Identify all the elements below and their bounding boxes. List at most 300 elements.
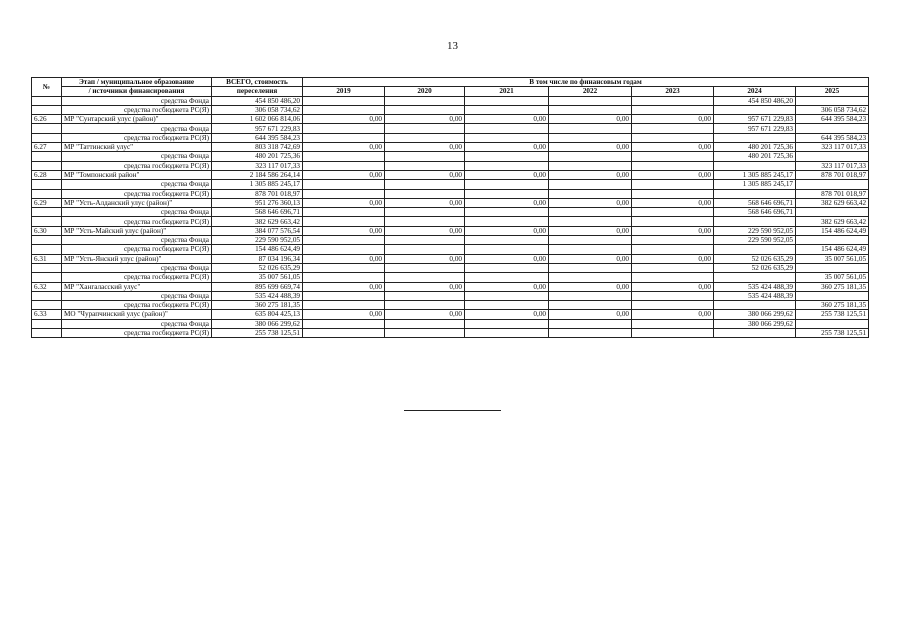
year-value-cell xyxy=(303,208,385,217)
municipality-name-cell: МР "Усть-Янский улус (район)" xyxy=(62,254,212,263)
year-value-cell xyxy=(303,124,385,133)
year-value-cell: 878 701 018,97 xyxy=(796,170,869,179)
year-value-cell: 0,00 xyxy=(549,170,632,179)
total-cost-cell: 2 184 586 264,14 xyxy=(212,170,303,179)
year-value-cell xyxy=(465,245,549,254)
total-cost-cell: 454 850 486,20 xyxy=(212,96,303,105)
year-value-cell: 360 275 181,35 xyxy=(796,282,869,291)
row-number-cell: 6.33 xyxy=(32,310,62,319)
year-value-cell: 0,00 xyxy=(303,310,385,319)
year-value-cell: 878 701 018,97 xyxy=(796,189,869,198)
funding-source-cell: средства госбюджета РС(Я) xyxy=(62,105,212,114)
year-value-cell xyxy=(465,217,549,226)
table-row xyxy=(32,96,869,105)
year-value-cell xyxy=(385,273,465,282)
total-cost-cell: 895 699 669,74 xyxy=(212,282,303,291)
total-cost-cell: 306 058 734,62 xyxy=(212,105,303,114)
row-number-cell: 6.31 xyxy=(32,254,62,263)
row-number-cell xyxy=(32,301,62,310)
total-cost-cell: 154 486 624,49 xyxy=(212,245,303,254)
year-value-cell: 255 738 125,51 xyxy=(796,329,869,338)
table-row xyxy=(32,180,869,189)
funding-source-cell: средства Фонда xyxy=(62,208,212,217)
year-value-cell: 0,00 xyxy=(632,170,714,179)
row-number-cell: 6.28 xyxy=(32,170,62,179)
year-value-cell: 480 201 725,36 xyxy=(714,143,796,152)
row-number-cell xyxy=(32,124,62,133)
year-value-cell xyxy=(303,161,385,170)
row-number-cell xyxy=(32,152,62,161)
year-value-cell xyxy=(465,189,549,198)
row-number-cell: 6.30 xyxy=(32,226,62,235)
header-total-line2: переселения xyxy=(212,87,303,96)
row-number-cell xyxy=(32,245,62,254)
year-value-cell xyxy=(465,152,549,161)
year-value-cell xyxy=(465,105,549,114)
funding-source-cell: средства госбюджета РС(Я) xyxy=(62,329,212,338)
table-body xyxy=(32,96,869,338)
year-value-cell: 0,00 xyxy=(465,115,549,124)
year-value-cell: 0,00 xyxy=(465,198,549,207)
year-value-cell: 52 026 635,29 xyxy=(714,254,796,263)
table-row xyxy=(32,291,869,300)
table-row xyxy=(32,124,869,133)
year-value-cell xyxy=(549,161,632,170)
year-value-cell xyxy=(303,301,385,310)
year-value-cell: 0,00 xyxy=(549,254,632,263)
year-value-cell xyxy=(385,319,465,328)
row-number-cell xyxy=(32,273,62,282)
table-row xyxy=(32,143,869,152)
year-value-cell: 0,00 xyxy=(549,143,632,152)
row-number-cell xyxy=(32,236,62,245)
total-cost-cell: 382 629 663,42 xyxy=(212,217,303,226)
year-value-cell: 1 305 885 245,17 xyxy=(714,180,796,189)
table-row xyxy=(32,161,869,170)
header-year: 2019 xyxy=(303,87,385,96)
year-value-cell xyxy=(714,217,796,226)
year-value-cell xyxy=(714,105,796,114)
year-value-cell xyxy=(632,189,714,198)
year-value-cell: 0,00 xyxy=(303,226,385,235)
year-value-cell xyxy=(549,291,632,300)
header-stage-line1: Этап / муниципальное образование xyxy=(62,78,212,87)
year-value-cell: 52 026 635,29 xyxy=(714,263,796,272)
year-value-cell xyxy=(549,301,632,310)
table-row xyxy=(32,217,869,226)
table-row xyxy=(32,245,869,254)
table-row xyxy=(32,152,869,161)
year-value-cell xyxy=(303,152,385,161)
year-value-cell xyxy=(632,263,714,272)
year-value-cell: 35 007 561,05 xyxy=(796,254,869,263)
table-row xyxy=(32,282,869,291)
year-value-cell xyxy=(303,236,385,245)
year-value-cell: 323 117 017,33 xyxy=(796,161,869,170)
row-number-cell xyxy=(32,291,62,300)
year-value-cell: 0,00 xyxy=(385,310,465,319)
year-value-cell xyxy=(549,189,632,198)
year-value-cell xyxy=(303,291,385,300)
year-value-cell xyxy=(632,329,714,338)
row-number-cell xyxy=(32,161,62,170)
year-value-cell xyxy=(385,329,465,338)
municipality-name-cell: МР "Таттинский улус" xyxy=(62,143,212,152)
year-value-cell xyxy=(632,273,714,282)
year-value-cell xyxy=(465,291,549,300)
year-value-cell xyxy=(632,105,714,114)
year-value-cell: 0,00 xyxy=(465,254,549,263)
row-number-cell: 6.26 xyxy=(32,115,62,124)
year-value-cell xyxy=(385,96,465,105)
year-value-cell: 0,00 xyxy=(385,143,465,152)
year-value-cell xyxy=(465,96,549,105)
table-row xyxy=(32,133,869,142)
year-value-cell xyxy=(385,161,465,170)
year-value-cell xyxy=(303,329,385,338)
financing-table xyxy=(31,77,869,338)
year-value-cell: 0,00 xyxy=(303,143,385,152)
year-value-cell xyxy=(714,329,796,338)
row-number-cell xyxy=(32,263,62,272)
year-value-cell: 154 486 624,49 xyxy=(796,245,869,254)
year-value-cell: 454 850 486,20 xyxy=(714,96,796,105)
year-value-cell: 0,00 xyxy=(632,254,714,263)
year-value-cell: 382 629 663,42 xyxy=(796,217,869,226)
municipality-name-cell: МР "Томпонский район" xyxy=(62,170,212,179)
year-value-cell xyxy=(549,217,632,226)
funding-source-cell: средства госбюджета РС(Я) xyxy=(62,245,212,254)
year-value-cell: 1 305 885 245,17 xyxy=(714,170,796,179)
year-value-cell: 0,00 xyxy=(385,254,465,263)
year-value-cell xyxy=(549,329,632,338)
year-value-cell xyxy=(796,124,869,133)
year-value-cell: 360 275 181,35 xyxy=(796,301,869,310)
year-value-cell xyxy=(714,133,796,142)
header-year: 2022 xyxy=(549,87,632,96)
funding-source-cell: средства Фонда xyxy=(62,124,212,133)
total-cost-cell: 480 201 725,36 xyxy=(212,152,303,161)
row-number-cell xyxy=(32,319,62,328)
year-value-cell: 957 671 229,83 xyxy=(714,115,796,124)
year-value-cell: 0,00 xyxy=(303,115,385,124)
total-cost-cell: 380 066 299,62 xyxy=(212,319,303,328)
year-value-cell: 0,00 xyxy=(303,282,385,291)
year-value-cell: 0,00 xyxy=(549,310,632,319)
header-total-line1: ВСЕГО, стоимость xyxy=(212,78,303,87)
year-value-cell: 0,00 xyxy=(465,282,549,291)
header-year: 2020 xyxy=(385,87,465,96)
row-number-cell: 6.32 xyxy=(32,282,62,291)
year-value-cell: 154 486 624,49 xyxy=(796,226,869,235)
row-number-cell xyxy=(32,208,62,217)
year-value-cell: 568 646 696,71 xyxy=(714,208,796,217)
year-value-cell: 0,00 xyxy=(385,170,465,179)
year-value-cell xyxy=(385,189,465,198)
table-row xyxy=(32,310,869,319)
year-value-cell xyxy=(465,236,549,245)
total-cost-cell: 878 701 018,97 xyxy=(212,189,303,198)
total-cost-cell: 87 034 196,34 xyxy=(212,254,303,263)
total-cost-cell: 1 602 066 814,06 xyxy=(212,115,303,124)
year-value-cell xyxy=(385,152,465,161)
year-value-cell: 480 201 725,36 xyxy=(714,152,796,161)
year-value-cell xyxy=(632,245,714,254)
total-cost-cell: 951 276 360,13 xyxy=(212,198,303,207)
year-value-cell xyxy=(385,124,465,133)
year-value-cell: 0,00 xyxy=(385,282,465,291)
municipality-name-cell: МР "Усть-Майский улус (район)" xyxy=(62,226,212,235)
table-row xyxy=(32,115,869,124)
year-value-cell: 229 590 952,05 xyxy=(714,226,796,235)
year-value-cell xyxy=(632,124,714,133)
year-value-cell xyxy=(632,217,714,226)
year-value-cell xyxy=(465,133,549,142)
funding-source-cell: средства госбюджета РС(Я) xyxy=(62,161,212,170)
year-value-cell xyxy=(465,319,549,328)
year-value-cell: 0,00 xyxy=(632,310,714,319)
header-year: 2024 xyxy=(714,87,796,96)
year-value-cell xyxy=(549,273,632,282)
year-value-cell: 0,00 xyxy=(465,310,549,319)
year-value-cell xyxy=(303,96,385,105)
year-value-cell xyxy=(796,96,869,105)
year-value-cell xyxy=(714,161,796,170)
table-row xyxy=(32,254,869,263)
year-value-cell: 0,00 xyxy=(632,143,714,152)
funding-source-cell: средства госбюджета РС(Я) xyxy=(62,189,212,198)
year-value-cell xyxy=(549,263,632,272)
table-row xyxy=(32,198,869,207)
year-value-cell: 957 671 229,83 xyxy=(714,124,796,133)
year-value-cell xyxy=(632,208,714,217)
table-row xyxy=(32,329,869,338)
table-row xyxy=(32,208,869,217)
year-value-cell: 0,00 xyxy=(303,170,385,179)
year-value-cell: 0,00 xyxy=(632,198,714,207)
year-value-cell xyxy=(385,263,465,272)
year-value-cell xyxy=(465,263,549,272)
year-value-cell: 0,00 xyxy=(465,170,549,179)
year-value-cell: 380 066 299,62 xyxy=(714,310,796,319)
year-value-cell xyxy=(465,329,549,338)
table-row xyxy=(32,301,869,310)
total-cost-cell: 52 026 635,29 xyxy=(212,263,303,272)
year-value-cell: 0,00 xyxy=(632,115,714,124)
year-value-cell: 0,00 xyxy=(303,254,385,263)
year-value-cell: 323 117 017,33 xyxy=(796,143,869,152)
year-value-cell xyxy=(632,152,714,161)
table-row xyxy=(32,105,869,114)
year-value-cell xyxy=(549,236,632,245)
year-value-cell xyxy=(549,208,632,217)
year-value-cell xyxy=(303,263,385,272)
year-value-cell: 35 007 561,05 xyxy=(796,273,869,282)
funding-source-cell: средства госбюджета РС(Я) xyxy=(62,133,212,142)
year-value-cell xyxy=(303,180,385,189)
header-num: № xyxy=(32,78,62,97)
year-value-cell xyxy=(632,161,714,170)
year-value-cell xyxy=(465,208,549,217)
header-year: 2021 xyxy=(465,87,549,96)
year-value-cell: 535 424 488,39 xyxy=(714,282,796,291)
funding-source-cell: средства Фонда xyxy=(62,291,212,300)
row-number-cell: 6.29 xyxy=(32,198,62,207)
year-value-cell xyxy=(632,319,714,328)
year-value-cell xyxy=(714,189,796,198)
year-value-cell: 644 395 584,23 xyxy=(796,133,869,142)
closing-rule xyxy=(404,410,501,411)
year-value-cell xyxy=(303,217,385,226)
municipality-name-cell: МР "Усть-Алданский улус (район)" xyxy=(62,198,212,207)
year-value-cell xyxy=(549,105,632,114)
funding-source-cell: средства госбюджета РС(Я) xyxy=(62,273,212,282)
year-value-cell xyxy=(465,161,549,170)
year-value-cell: 0,00 xyxy=(465,143,549,152)
funding-source-cell: средства Фонда xyxy=(62,263,212,272)
year-value-cell xyxy=(303,273,385,282)
total-cost-cell: 568 646 696,71 xyxy=(212,208,303,217)
row-number-cell xyxy=(32,105,62,114)
row-number-cell: 6.27 xyxy=(32,143,62,152)
table-row xyxy=(32,170,869,179)
table-row xyxy=(32,189,869,198)
year-value-cell xyxy=(796,208,869,217)
year-value-cell xyxy=(385,301,465,310)
year-value-cell: 229 590 952,05 xyxy=(714,236,796,245)
total-cost-cell: 957 671 229,83 xyxy=(212,124,303,133)
year-value-cell xyxy=(796,152,869,161)
header-year: 2025 xyxy=(796,87,869,96)
year-value-cell: 306 058 734,62 xyxy=(796,105,869,114)
year-value-cell xyxy=(549,152,632,161)
year-value-cell xyxy=(465,301,549,310)
year-value-cell: 0,00 xyxy=(632,282,714,291)
total-cost-cell: 35 007 561,05 xyxy=(212,273,303,282)
year-value-cell xyxy=(549,319,632,328)
year-value-cell xyxy=(385,180,465,189)
year-value-cell xyxy=(385,245,465,254)
row-number-cell xyxy=(32,133,62,142)
year-value-cell xyxy=(632,291,714,300)
year-value-cell: 382 629 663,42 xyxy=(796,198,869,207)
total-cost-cell: 384 077 576,54 xyxy=(212,226,303,235)
year-value-cell xyxy=(385,236,465,245)
year-value-cell: 255 738 125,51 xyxy=(796,310,869,319)
year-value-cell xyxy=(632,180,714,189)
header-years-group: В том числе по финансовым годам xyxy=(303,78,869,87)
row-number-cell xyxy=(32,189,62,198)
funding-source-cell: средства госбюджета РС(Я) xyxy=(62,217,212,226)
year-value-cell: 0,00 xyxy=(549,282,632,291)
year-value-cell xyxy=(632,236,714,245)
year-value-cell xyxy=(796,291,869,300)
municipality-name-cell: МР "Хангаласский улус" xyxy=(62,282,212,291)
year-value-cell: 0,00 xyxy=(385,226,465,235)
year-value-cell xyxy=(632,133,714,142)
row-number-cell xyxy=(32,180,62,189)
year-value-cell xyxy=(465,124,549,133)
year-value-cell: 0,00 xyxy=(385,115,465,124)
page-number: 13 xyxy=(447,40,458,52)
year-value-cell xyxy=(385,291,465,300)
year-value-cell: 380 066 299,62 xyxy=(714,319,796,328)
year-value-cell xyxy=(303,105,385,114)
table-row xyxy=(32,236,869,245)
year-value-cell xyxy=(632,301,714,310)
row-number-cell xyxy=(32,329,62,338)
year-value-cell: 0,00 xyxy=(465,226,549,235)
row-number-cell xyxy=(32,96,62,105)
table-row xyxy=(32,319,869,328)
year-value-cell: 535 424 488,39 xyxy=(714,291,796,300)
total-cost-cell: 255 738 125,51 xyxy=(212,329,303,338)
year-value-cell xyxy=(303,245,385,254)
year-value-cell: 0,00 xyxy=(549,115,632,124)
header-stage-line2: / источники финансирования xyxy=(62,87,212,96)
year-value-cell xyxy=(465,273,549,282)
year-value-cell xyxy=(465,180,549,189)
table-row xyxy=(32,273,869,282)
total-cost-cell: 360 275 181,35 xyxy=(212,301,303,310)
funding-source-cell: средства госбюджета РС(Я) xyxy=(62,301,212,310)
year-value-cell xyxy=(385,105,465,114)
table-row xyxy=(32,263,869,272)
year-value-cell xyxy=(796,319,869,328)
table-header xyxy=(32,78,869,97)
funding-source-cell: средства Фонда xyxy=(62,96,212,105)
year-value-cell xyxy=(632,96,714,105)
total-cost-cell: 635 804 425,13 xyxy=(212,310,303,319)
total-cost-cell: 803 318 742,69 xyxy=(212,143,303,152)
year-value-cell: 644 395 584,23 xyxy=(796,115,869,124)
year-value-cell: 0,00 xyxy=(385,198,465,207)
year-value-cell xyxy=(714,301,796,310)
funding-source-cell: средства Фонда xyxy=(62,319,212,328)
year-value-cell xyxy=(549,96,632,105)
year-value-cell xyxy=(385,217,465,226)
year-value-cell: 0,00 xyxy=(303,198,385,207)
year-value-cell xyxy=(549,245,632,254)
year-value-cell: 568 646 696,71 xyxy=(714,198,796,207)
year-value-cell: 0,00 xyxy=(549,198,632,207)
header-year: 2023 xyxy=(632,87,714,96)
year-value-cell xyxy=(549,133,632,142)
year-value-cell xyxy=(549,180,632,189)
total-cost-cell: 1 305 885 245,17 xyxy=(212,180,303,189)
total-cost-cell: 535 424 488,39 xyxy=(212,291,303,300)
year-value-cell xyxy=(796,236,869,245)
funding-source-cell: средства Фонда xyxy=(62,236,212,245)
year-value-cell xyxy=(796,180,869,189)
table-row xyxy=(32,226,869,235)
municipality-name-cell: МР "Сунтарский улус (район)" xyxy=(62,115,212,124)
year-value-cell: 0,00 xyxy=(632,226,714,235)
funding-source-cell: средства Фонда xyxy=(62,152,212,161)
municipality-name-cell: МО "Чурапчинский улус (район)" xyxy=(62,310,212,319)
year-value-cell xyxy=(303,133,385,142)
year-value-cell xyxy=(549,124,632,133)
year-value-cell xyxy=(303,189,385,198)
funding-source-cell: средства Фонда xyxy=(62,180,212,189)
year-value-cell: 0,00 xyxy=(549,226,632,235)
row-number-cell xyxy=(32,217,62,226)
year-value-cell xyxy=(714,245,796,254)
total-cost-cell: 644 395 584,23 xyxy=(212,133,303,142)
year-value-cell xyxy=(796,263,869,272)
year-value-cell xyxy=(714,273,796,282)
total-cost-cell: 229 590 952,05 xyxy=(212,236,303,245)
